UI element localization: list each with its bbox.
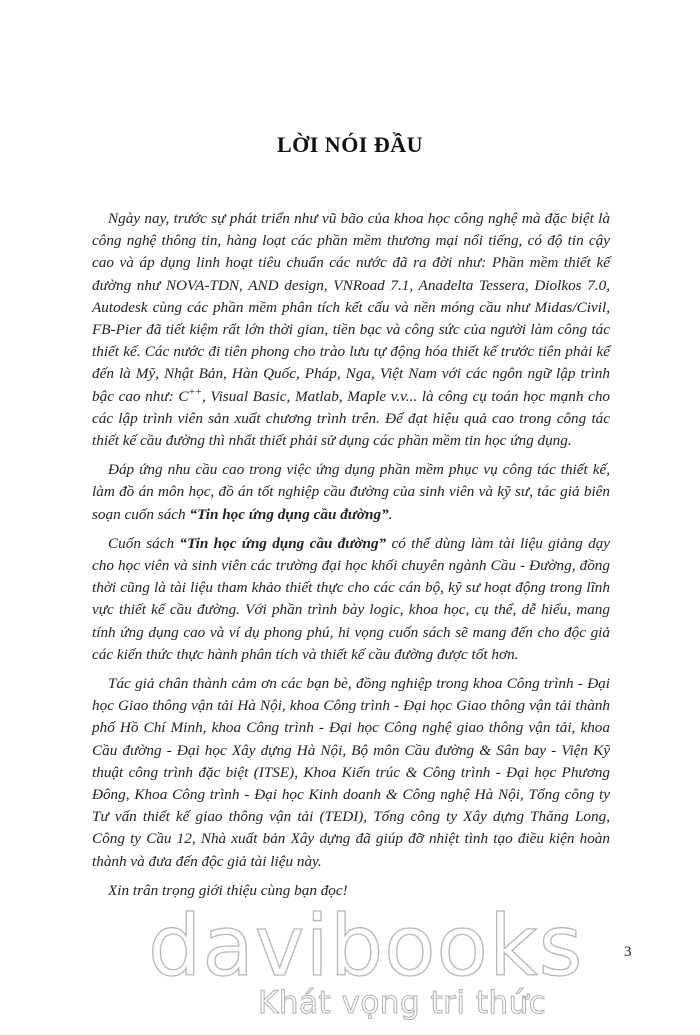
book-title-emphasis: “Tin học ứng dụng cầu đường” (179, 534, 387, 552)
watermark-tagline: Khát vọng tri thức (258, 985, 547, 1021)
cpp-superscript: ++ (188, 386, 202, 398)
paragraph-audience (92, 533, 610, 666)
paragraph-closing: Xin trân trọng giới thiệu cùng bạn đọc! (108, 881, 348, 899)
paragraph-audience-text: có thể dùng làm tài liệu giảng dạy cho học viên và sinh viên các trường đại học khối chuyên ngành Cầu - Đường, đồng thời cũng là tài liệu tham khảo thiết thực cho các cán bộ, kỹ sư hoạt động trong lĩnh vực thiết kế cầu đường. Với phần trình bày logic, khoa học, cụ thể, dễ hiểu, mang tính ứng dụng cao và ví dụ phong phú, hi vọng cuốn sách sẽ mang đến cho độc giả các kiến thức thực hành phân tích và thiết kế cầu đường được tốt hơn. (92, 534, 611, 663)
page-number: 3 (624, 944, 632, 960)
paragraph-purpose-end: . (388, 505, 393, 523)
paragraph-intro-text: Ngày nay, trước sự phát triển như vũ bão của khoa học công nghệ mà đặc biệt là công nghệ thông tin, hàng loạt các phần mềm thương mại nổi tiếng, có độ tin cậy cao và áp dụng linh hoạt tiêu chuẩn các nước đã ra đời như: Phần mềm thiết kế đường như NOVA-TDN, AND design, VNRoad 7.1, Anadelta Tessera, Diolkos 7.0, Autodesk cùng các phần mềm phân tích kết cấu và nền móng cầu như Midas/Civil, FB-Pier đã tiết kiệm rất lớn thời gian, tiền bạc và công sức của người làm công tác thiết kế. Các nước đi tiên phong cho trào lưu tự động hóa thiết kế trước tiên phải kể đến là Mỹ, Nhật Bản, Hàn Quốc, Pháp, Nga, Việt Nam với các ngôn ngữ lập trình bậc cao như: C (92, 210, 610, 405)
paragraph-intro (92, 208, 610, 452)
paragraph-intro-text-cont: , Visual Basic, Matlab, Maple v.v... là công cụ toán học mạnh cho các lập trình viên sản xuất chương trình trên. Để đạt hiệu quả cao trong công tác thiết kế cầu đường thì nhất thiết phải sử dụng các phần mềm tin học ứng dụng. (92, 387, 611, 450)
paragraph-purpose (92, 459, 610, 526)
paragraph-audience-lead: Cuốn sách (108, 534, 180, 552)
book-title-emphasis: “Tin học ứng dụng cầu đường” (189, 505, 389, 523)
paragraph-purpose-text: Đáp ứng nhu cầu cao trong việc ứng dụng phần mềm phục vụ công tác thiết kế, làm đồ án môn học, đồ án tốt nghiệp cầu đường của sinh viên và kỹ sư, tác giả biên soạn cuốn sách (92, 461, 610, 523)
davibooks-watermark: davibooks (148, 897, 584, 995)
preface-body (92, 208, 610, 909)
paragraph-acknowledgements: Tác giả chân thành cảm ơn các bạn bè, đồng nghiệp trong khoa Công trình - Đại học Giao thông vận tải Hà Nội, khoa Công trình - Đại học Giao thông vận tải thành phố Hồ Chí Minh, khoa Công trình - Đại học Công nghệ giao thông vận tải, khoa Cầu đường - Đại học Xây dựng Hà Nội, Bộ môn Cầu đường & Sân bay - Viện Kỹ thuật công trình đặc biệt (ITSE), Khoa Kiến trúc & Công trình - Đại học Phương Đông, Khoa Công trình - Đại học Kinh doanh & Công nghệ Hà Nội, Tổng công ty Tư vấn thiết kế giao thông vận tải (TEDI), Tổng công ty Xây dựng Thăng Long, Công ty Cầu 12, Nhà xuất bản Xây dựng đã giúp đỡ nhiệt tình tạo điều kiện hoàn thành và đưa đến độc giả tài liệu này. (92, 675, 610, 870)
page-title: LỜI NÓI ĐẦU (276, 131, 424, 157)
